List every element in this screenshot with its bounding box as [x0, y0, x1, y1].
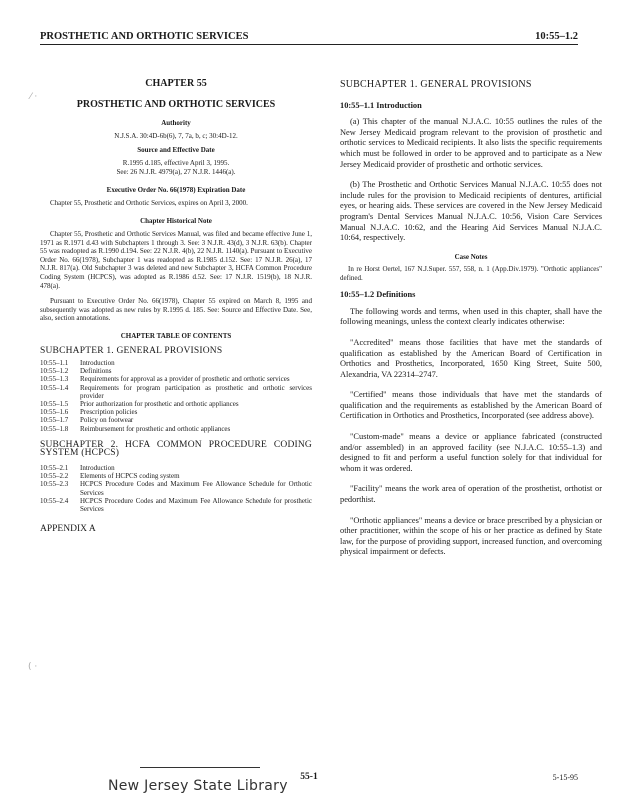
- toc-section-title: HCPCS Procedure Codes and Maximum Fee Allowance Schedule for Orthotic Services: [80, 480, 312, 497]
- toc-section-title: Introduction: [80, 359, 115, 368]
- toc-row[interactable]: [40, 375, 312, 383]
- footer-divider: [140, 767, 260, 768]
- toc-section-number: 10:55–2.1: [40, 464, 69, 473]
- toc-table-1: [40, 359, 312, 433]
- toc-row[interactable]: [40, 408, 312, 416]
- section-heading-definitions: 10:55–1.2 Definitions: [340, 290, 416, 300]
- executive-order-text: Chapter 55, Prosthetic and Orthotic Services, expires on April 3, 2000.: [50, 198, 248, 207]
- toc-section-title: Reimbursement for prosthetic and orthotic appliances: [80, 424, 231, 433]
- executive-order-heading: Executive Order No. 66(1978) Expiration Date: [106, 186, 246, 195]
- toc-table-2: [40, 464, 312, 513]
- toc-subchapter-1: SUBCHAPTER 1. GENERAL PROVISIONS: [40, 346, 223, 357]
- toc-row[interactable]: [40, 464, 312, 472]
- definition-orthotic-appliances: "Orthotic appliances" means a device or brace prescribed by a physician or other practitioner, within the scope of his or her practice as defined by State law, for the purpose of providing support, increased function, and overcoming physical impairment or defects.: [340, 515, 602, 557]
- toc-row[interactable]: [40, 497, 312, 513]
- header-title: PROSTHETIC AND ORTHOTIC SERVICES: [40, 31, 249, 42]
- chapter-number: CHAPTER 55: [145, 78, 207, 89]
- toc-section-title: Prior authorization for prosthetic and orthotic appliances: [80, 400, 239, 409]
- toc-row[interactable]: [40, 472, 312, 480]
- toc-section-number: 10:55–2.3: [40, 480, 69, 489]
- toc-section-title: Requirements for program participation as prosthetic and orthotic services provider: [80, 383, 312, 400]
- toc-heading: CHAPTER TABLE OF CONTENTS: [120, 331, 232, 340]
- source-heading: Source and Effective Date: [137, 146, 215, 155]
- toc-section-title: Policy on footwear: [80, 416, 134, 425]
- introduction-paragraph-a: (a) This chapter of the manual N.J.A.C. 10:55 outlines the rules of the New Jersey Medicaid program relevant to the provision of prosthetic and orthotic services to Medicaid recipients. It also lists the specific requirements which must be followed in order to be approved and to participate as a New Jersey Medicaid provider of prosthetic and orthotic services.: [340, 117, 602, 169]
- definitions-intro: The following words and terms, when used in this chapter, shall have the following meanings, unless the context clearly indicates otherwise:: [340, 306, 602, 327]
- running-header: [40, 28, 578, 45]
- revision-date: 5-15-95: [552, 773, 578, 782]
- case-notes-heading: Case Notes: [454, 252, 488, 261]
- toc-row[interactable]: [40, 400, 312, 408]
- toc-section-title: Prescription policies: [80, 408, 138, 417]
- toc-section-title: Requirements for approval as a provider of prosthetic and orthotic services: [80, 375, 290, 384]
- historical-note-text: Chapter 55, Prosthetic and Orthotic Services Manual, was filed and became effective June 1, 1971 as R.1971 d.43 with Subchapters 1 through 3. See: 3 N.J.R. 43(d), 3 N.J.R. 63(b). Chapter 55 was readopted as R.1990 d.194. See: 22 N.J.R. 4(b), 22 N.J.R. 1140(a). Pursuant to Executive Order No. 66(1978), Subchapter 1 was readopted as R.1985 d.152. See: 17 N.J.R. 26(a), 17 N.J.R. 817(a). Old Subchapter 3 was deleted and new Subchapter 3, HCFA Common Procedure Coding System (HCPCS), was adopted as R.1986 d.52. See: 17 N.J.R. 1519(b), 18 N.J.R. 478(a).: [40, 229, 312, 290]
- toc-subchapter-2: SUBCHAPTER 2. HCFA COMMON PROCEDURE CODING SYSTEM (HCPCS): [40, 439, 312, 459]
- left-column: [40, 80, 312, 534]
- toc-row[interactable]: [40, 416, 312, 424]
- source-text-2: See: 26 N.J.R. 4979(a), 27 N.J.R. 1446(a).: [116, 167, 236, 176]
- subchapter-heading: SUBCHAPTER 1. GENERAL PROVISIONS: [340, 79, 532, 90]
- toc-section-number: 10:55–2.2: [40, 472, 69, 481]
- right-column: [340, 80, 602, 565]
- library-stamp: New Jersey State Library: [108, 778, 288, 794]
- source-text-1: R.1995 d.185, effective April 3, 1995.: [122, 158, 230, 167]
- authority-heading: Authority: [161, 119, 191, 128]
- page-number: 55-1: [300, 772, 318, 782]
- toc-section-title: HCPCS Procedure Codes and Maximum Fee Allowance Schedule for prosthetic Services: [80, 496, 312, 514]
- scan-mark: ( ·: [28, 662, 38, 672]
- toc-section-title: Definitions: [80, 367, 112, 376]
- header-section-number: 10:55–1.2: [535, 31, 578, 42]
- definition-accredited: "Accredited" means those facilities that have met the standards of qualification as established by the American Board of Certification in Orthotics and Prosthetics, Incorporated, 1650 King Street, Suite 500, Alexandria, VA 22314–2747.: [340, 337, 602, 379]
- toc-section-number: 10:55–1.2: [40, 367, 69, 376]
- historical-note-heading: Chapter Historical Note: [140, 217, 212, 226]
- authority-text: N.J.S.A. 30:4D-6b(6), 7, 7a, b, c; 30:4D-12.: [114, 131, 238, 140]
- toc-section-number: 10:55–1.4: [40, 383, 69, 392]
- toc-row[interactable]: [40, 384, 312, 400]
- toc-row[interactable]: [40, 367, 312, 375]
- chapter-title: PROSTHETIC AND ORTHOTIC SERVICES: [76, 98, 276, 110]
- toc-appendix[interactable]: APPENDIX A: [40, 524, 96, 535]
- case-notes-text: In re Horst Oertel, 167 N.J.Super. 557, 558, n. 1 (App.Div.1979). "Orthotic appliances" defined.: [340, 265, 602, 282]
- definition-certified: "Certified" means those individuals that have met the standards of qualification and the requirements as established by the American Board of Certification in Orthotics and Prosthetics, Incorporated (see address above).: [340, 390, 602, 421]
- toc-row[interactable]: [40, 359, 312, 367]
- scan-mark: ⁄ ·: [30, 92, 38, 102]
- toc-section-number: 10:55–1.7: [40, 416, 69, 425]
- toc-section-title: Introduction: [80, 464, 115, 473]
- toc-row[interactable]: [40, 425, 312, 433]
- toc-section-title: Elements of HCPCS coding system: [80, 472, 180, 481]
- toc-row[interactable]: [40, 480, 312, 496]
- toc-section-number: 10:55–1.8: [40, 424, 69, 433]
- toc-section-number: 10:55–2.4: [40, 496, 69, 505]
- toc-section-number: 10:55–1.5: [40, 400, 69, 409]
- definition-facility: "Facility" means the work area of operation of the prosthetist, orthotist or pedorthist.: [340, 484, 602, 505]
- toc-section-number: 10:55–1.6: [40, 408, 69, 417]
- toc-section-number: 10:55–1.3: [40, 375, 69, 384]
- section-heading-introduction: 10:55–1.1 Introduction: [340, 100, 422, 110]
- definition-custom-made: "Custom-made" means a device or appliance fabricated (constructed and/or assembled) in an approved facility (see N.J.A.C. 10:55–1.3) and designed to fit and perform a useful function solely for that individual for whom it was ordered.: [340, 432, 602, 473]
- historical-note-text-2: Pursuant to Executive Order No. 66(1978), Chapter 55 expired on March 8, 1995 and subsequently was adopted as new rules by R.1995 d. 185. See: Source and Effective Date. See, also, section annotations.: [40, 297, 312, 323]
- toc-section-number: 10:55–1.1: [40, 359, 69, 368]
- introduction-paragraph-b: (b) The Prosthetic and Orthotic Services Manual N.J.A.C. 10:55 does not include rules for the provision to Medicaid recipients of dentures, artificial eyes, or hearing aids. These services are covered in the New Jersey Medicaid program's Dental Services Manual N.J.A.C. 10:56, Vision Care Services Manual N.J.A.C. 10:62, and the Hearing Aid Services Manual N.J.A.C. 10:64, respectively.: [340, 180, 602, 243]
